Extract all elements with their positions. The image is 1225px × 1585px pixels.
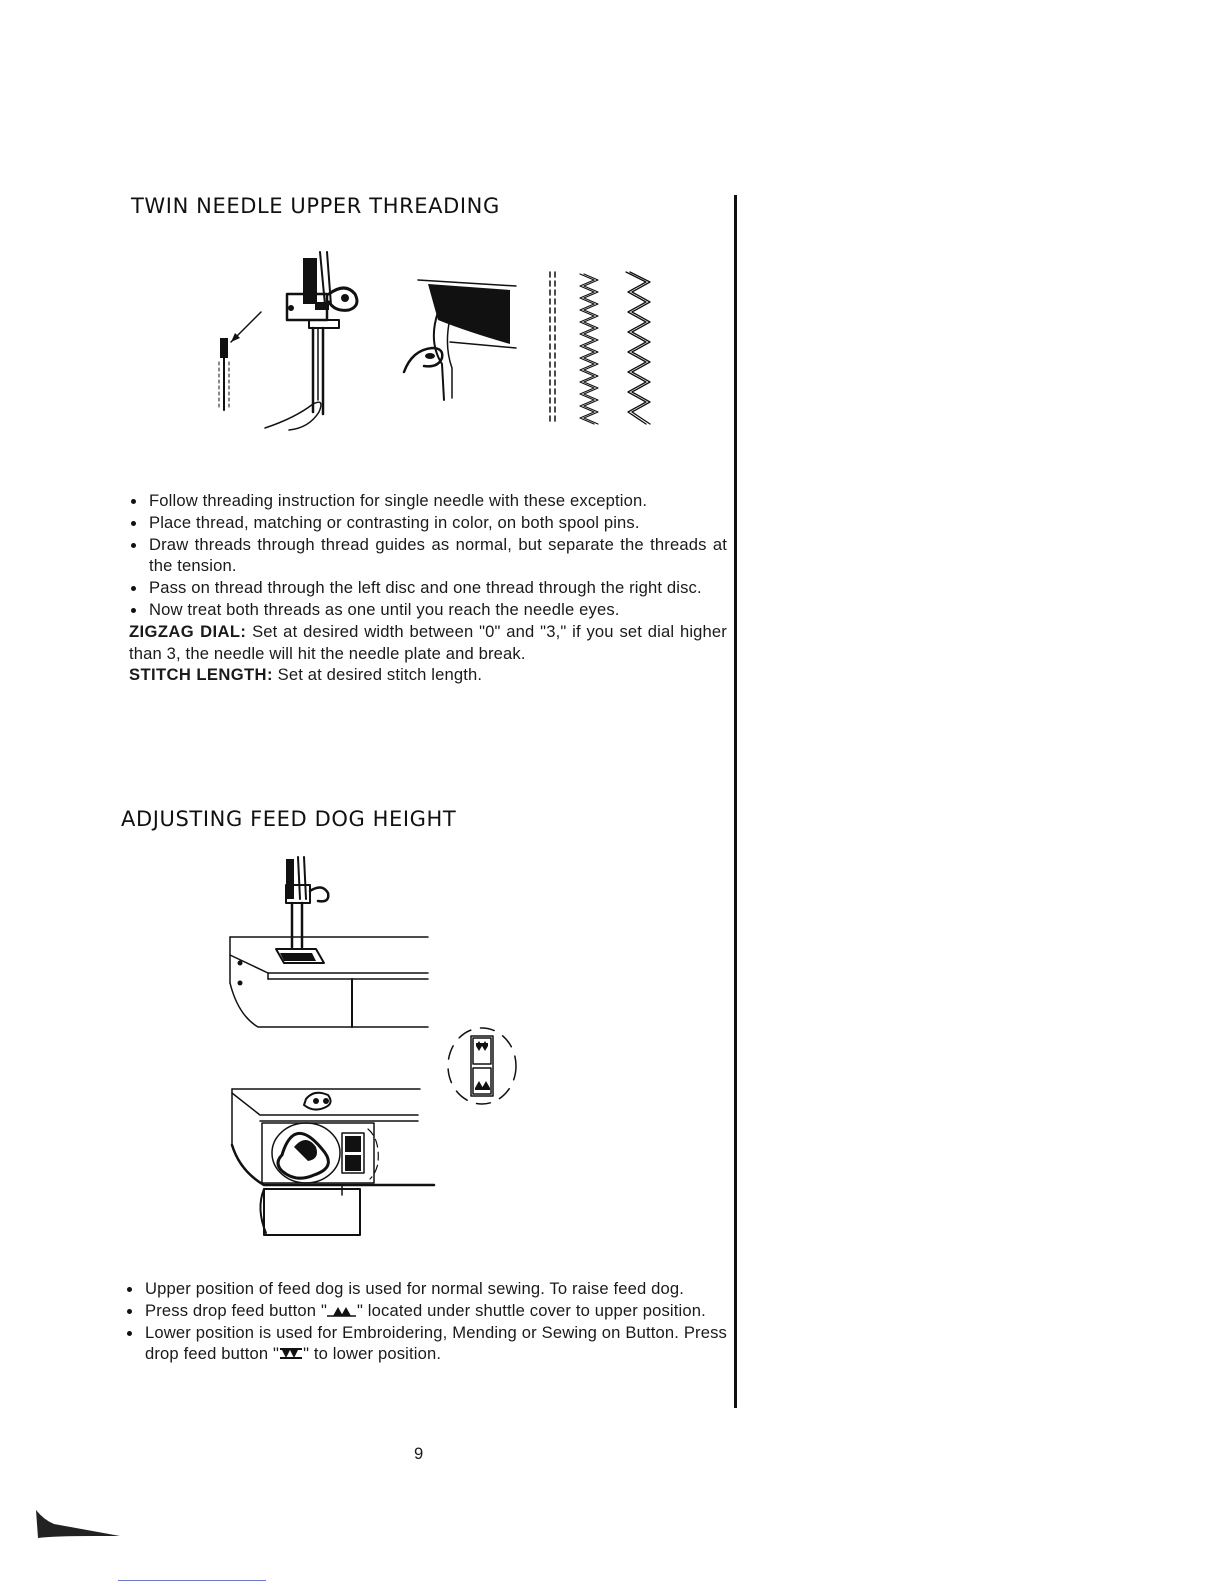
shuttle-cover-illustration [230,1085,435,1240]
twin-needle-illustration [205,250,385,435]
list-item [125,1300,727,1322]
bullet3-end: " to lower position. [303,1344,442,1364]
stitch-samples-illustration [540,268,670,428]
page-number: 9 [414,1444,424,1463]
tension-disc-illustration [398,272,523,402]
stitch-length-text: Set at desired stitch length. [272,665,483,685]
machine-bed-drawing [230,857,428,1027]
section2-text [125,1278,727,1365]
scan-artifact-wedge [34,1500,124,1540]
raise-feed-symbol-icon [327,1305,357,1317]
zigzag-dial-label: ZIGZAG DIAL: [129,621,247,641]
zigzag-dial-text: Set at desired width between "0" and "3," if you set dial higher than 3, the needle will hit the needle plate and break. [129,621,727,663]
lower-feed-symbol-icon [279,1348,303,1360]
list-item: Pass on thread through the left disc and one thread through the right disc. [129,577,727,599]
straight-twin-stitch [550,272,555,424]
twin-needle-drawing [219,252,357,430]
shuttle-cover-drawing [232,1089,434,1235]
list-item: Now treat both threads as one until you reach the needle eyes. [129,599,727,621]
bullet2-start: Press drop feed button " [145,1300,327,1320]
tension-disc-drawing [404,280,516,400]
stitch-length-label: STITCH LENGTH: [129,665,273,685]
section1-text [129,490,727,686]
section-title-twin-needle: TWIN NEEDLE UPPER THREADING [131,194,500,218]
stitch-length-paragraph [129,664,727,686]
wide-zigzag-stitch [626,272,650,424]
machine-bed-illustration [228,855,433,1035]
drop-feed-button-detail [445,1024,520,1109]
bullet3-start: Lower position is used for Embroidering, Mending or Sewing on Button. Press drop feed button " [145,1322,727,1364]
list-item: Place thread, matching or contrasting in color, on both spool pins. [129,512,727,534]
section-title-feed-dog: ADJUSTING FEED DOG HEIGHT [121,807,457,831]
list-item: Upper position of feed dog is used for normal sewing. To raise feed dog. [125,1278,727,1300]
list-item [125,1322,727,1366]
right-margin-rule [734,195,737,1408]
drop-feed-button-drawing [448,1028,516,1104]
feed-dog-instructions-list [125,1278,727,1365]
threading-instructions-list [129,490,727,621]
bottom-edge-line [118,1580,266,1581]
list-item: Draw threads through thread guides as normal, but separate the threads at the tension. [129,534,727,578]
list-item: Follow threading instruction for single needle with these exception. [129,490,727,512]
bullet2-end: " located under shuttle cover to upper position. [357,1300,706,1320]
narrow-zigzag-stitch [580,274,598,424]
zigzag-dial-paragraph [129,621,727,665]
